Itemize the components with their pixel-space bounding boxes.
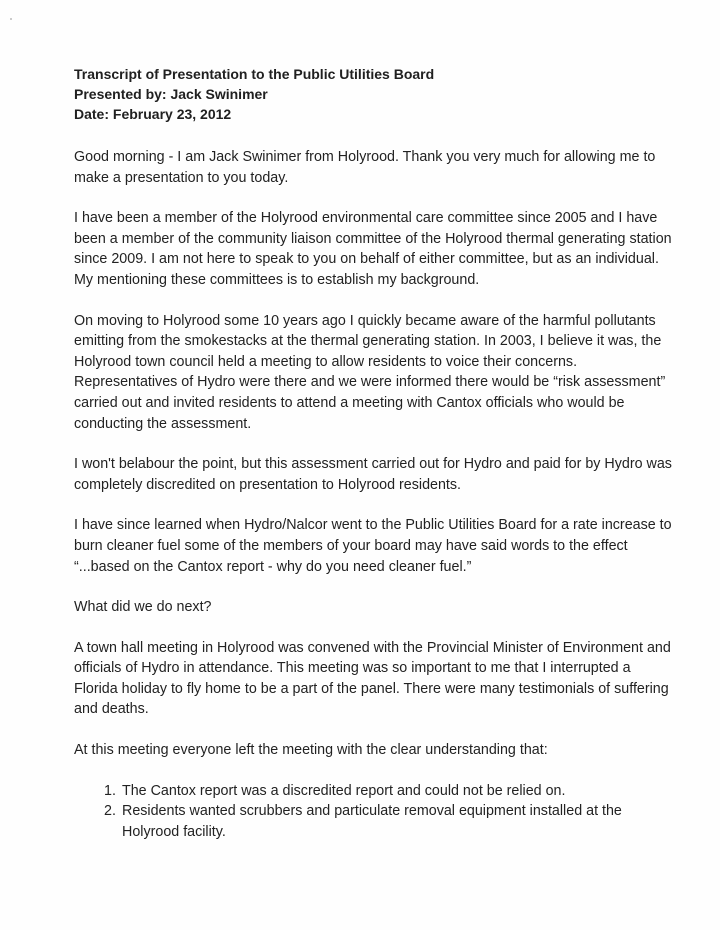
list-item: [74, 781, 674, 802]
list-item: [74, 801, 674, 842]
numbered-list: [74, 781, 674, 843]
paragraph-greeting: Good morning - I am Jack Swinimer from Holyrood. Thank you very much for allowing me to make a presentation to you today.: [74, 149, 656, 186]
presenter-line: Presented by: Jack Swinimer: [74, 86, 268, 102]
paragraph-question: What did we do next?: [74, 599, 212, 616]
list-item-text: Residents wanted scrubbers and particulate removal equipment installed at the Holyrood facility.: [122, 803, 622, 840]
transcript-body: [74, 147, 674, 842]
date-line: Date: February 23, 2012: [74, 106, 232, 122]
paragraph-assessment: I won't belabour the point, but this assessment carried out for Hydro and paid for by Hydro was completely discredited on presentation to Holyrood residents.: [74, 456, 672, 493]
document-header: [74, 64, 674, 124]
document-title: Transcript of Presentation to the Public Utilities Board: [74, 66, 435, 82]
paragraph-rate-increase: I have since learned when Hydro/Nalcor went to the Public Utilities Board for a rate increase to burn cleaner fuel some of the members of your board may have said words to the effect “...based on the Cantox report - why do you need cleaner fuel.”: [74, 517, 672, 575]
paragraph-pollutants: On moving to Holyrood some 10 years ago I quickly became aware of the harmful pollutants emitting from the smokestacks at the thermal generating station. In 2003, I believe it was, the Holyrood town council held a meeting to allow residents to voice their concerns. Representatives of Hydro were there and we were informed there would be “risk assessment” carried out and invited residents to attend a meeting with Cantox officials who would be conducting the assessment.: [74, 312, 666, 432]
list-item-number: 1.: [104, 782, 116, 799]
paragraph-town-hall: A town hall meeting in Holyrood was convened with the Provincial Minister of Environment and officials of Hydro in attendance. This meeting was so important to me that I interrupted a Florida holiday to fly home to be a part of the panel. There were many testimonials of suffering and deaths.: [74, 639, 671, 718]
scan-speck: [10, 18, 12, 20]
paragraph-background: I have been a member of the Holyrood environmental care committee since 2005 and I have been a member of the community liaison committee of the Holyrood thermal generating station since 2009. I am not here to speak to you on behalf of either committee, but as an individual. My mentioning these committees is to establish my background.: [74, 210, 672, 288]
paragraph-understanding: At this meeting everyone left the meeting with the clear understanding that:: [74, 742, 548, 759]
list-item-text: The Cantox report was a discredited report and could not be relied on.: [122, 782, 566, 799]
list-item-number: 2.: [104, 803, 116, 820]
